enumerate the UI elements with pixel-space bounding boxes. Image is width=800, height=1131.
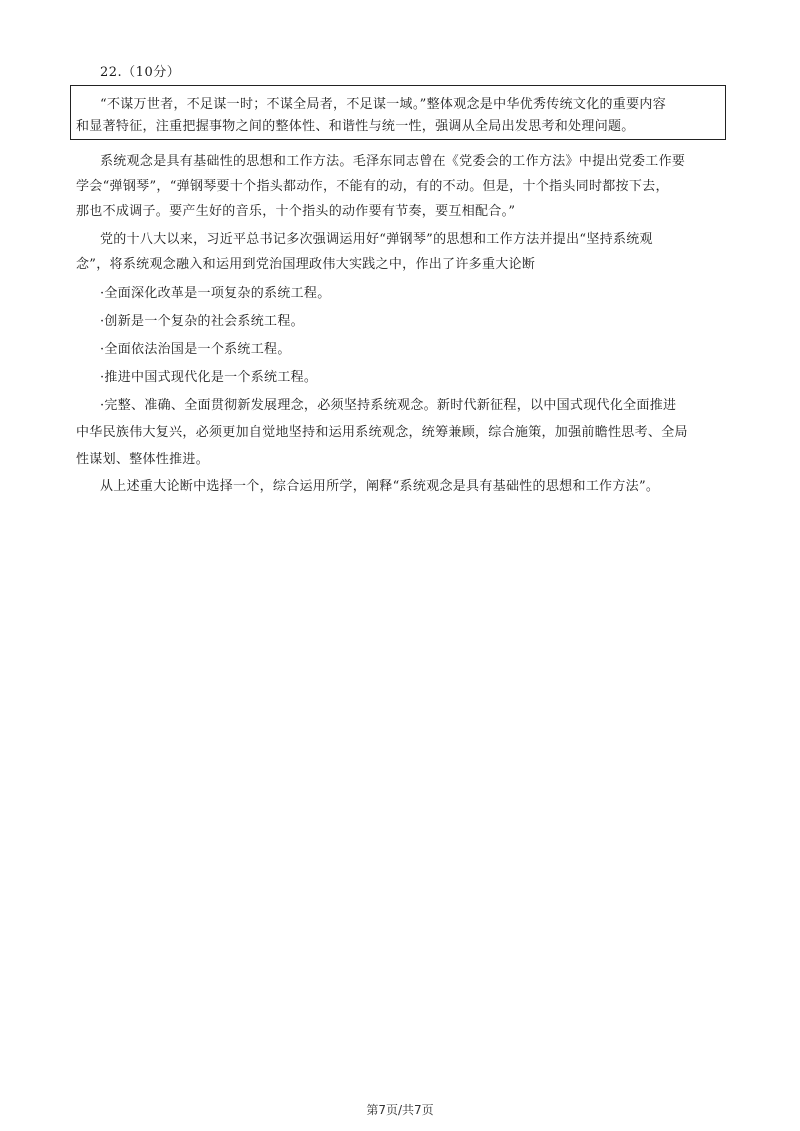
bullet-item: ·全面依法治国是一个系统工程。 [100, 342, 291, 357]
paragraph-1-line-1: 系统观念是具有基础性的思想和工作方法。毛泽东同志曾在《党委会的工作方法》中提出党委工作要 [100, 154, 686, 169]
quote-line-1: “不谋万世者，不足谋一时；不谋全局者，不足谋一域。”整体观念是中华优秀传统文化的重要内容 [100, 97, 666, 112]
bullet-item: ·创新是一个复杂的社会系统工程。 [100, 314, 304, 329]
quote-line-2: 和显著特征，注重把握事物之间的整体性、和谐性与统一性，强调从全局出发思考和处理问题。 [76, 119, 635, 134]
paragraph-2-line-1: 党的十八大以来，习近平总书记多次强调运用好“弹钢琴”的思想和工作方法并提出“坚持系统观 [100, 232, 653, 247]
bullet-item: ·推进中国式现代化是一个系统工程。 [100, 370, 318, 385]
page-footer: 第7页/共7页 [366, 1103, 434, 1117]
last-bullet-line-3: 性谋划、整体性推进。 [76, 452, 210, 467]
paragraph-1-line-2: 学会“弹钢琴”，“弹钢琴要十个指头都动作，不能有的动，有的不动。但是，十个指头同时都按下去， [76, 179, 669, 194]
question-number: 22.（10分） [100, 65, 181, 80]
question-prompt: 从上述重大论断中选择一个，综合运用所学，阐释“系统观念是具有基础性的思想和工作方法”。 [100, 479, 660, 494]
last-bullet-line-2: 中华民族伟大复兴，必须更加自觉地坚持和运用系统观念，统筹兼顾，综合施策，加强前瞻性思考、全局 [76, 425, 688, 440]
last-bullet-line-1: ·完整、准确、全面贯彻新发展理念，必须坚持系统观念。新时代新征程，以中国式现代化全面推进 [100, 398, 677, 413]
bullet-item: ·全面深化改革是一项复杂的系统工程。 [100, 286, 331, 301]
paragraph-1-line-3: 那也不成调子。要产生好的音乐，十个指头的动作要有节奏，要互相配合。” [76, 204, 516, 219]
paragraph-2-line-2: 念”，将系统观念融入和运用到党治国理政伟大实践之中，作出了许多重大论断 [76, 257, 536, 272]
